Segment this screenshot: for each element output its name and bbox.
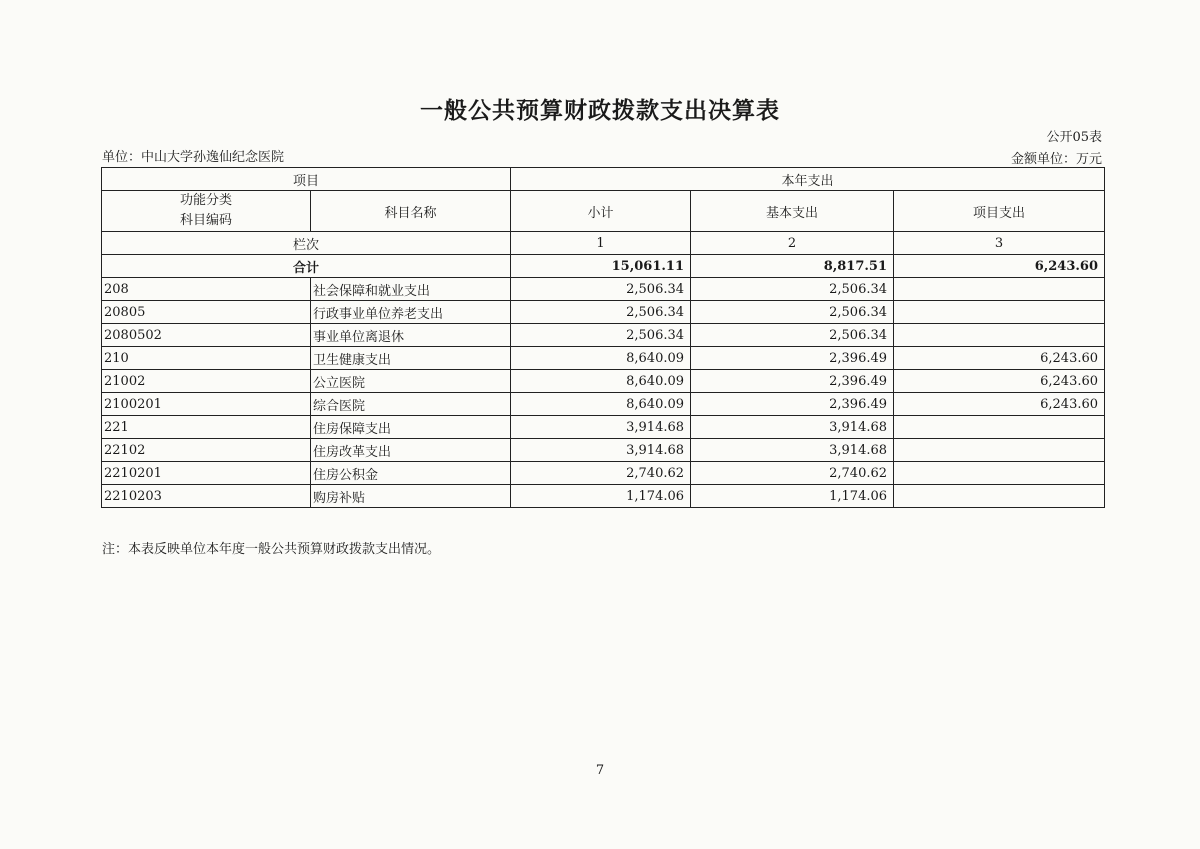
column-index-label: 栏次 bbox=[102, 232, 511, 255]
row-subtotal: 3,914.68 bbox=[511, 439, 691, 462]
footnote: 注：本表反映单位本年度一般公共预算财政拨款支出情况。 bbox=[102, 542, 441, 557]
header-subject-name: 科目名称 bbox=[311, 191, 511, 232]
header-row-top bbox=[102, 168, 1105, 191]
budget-table bbox=[101, 167, 1105, 508]
row-code: 22102 bbox=[102, 439, 311, 462]
row-subtotal: 8,640.09 bbox=[511, 370, 691, 393]
table-row bbox=[102, 462, 1105, 485]
table-row bbox=[102, 485, 1105, 508]
row-code: 21002 bbox=[102, 370, 311, 393]
total-label: 合计 bbox=[102, 255, 511, 278]
row-subtotal: 2,506.34 bbox=[511, 324, 691, 347]
row-basic: 2,396.49 bbox=[691, 393, 894, 416]
header-subject-code-label: 科目编码 bbox=[179, 213, 232, 228]
row-subtotal: 2,506.34 bbox=[511, 278, 691, 301]
header-current-year: 本年支出 bbox=[511, 168, 1105, 191]
column-index-2: 2 bbox=[691, 232, 894, 255]
total-row bbox=[102, 255, 1105, 278]
header-func-class-label: 功能分类 bbox=[179, 193, 232, 208]
row-basic: 2,506.34 bbox=[691, 324, 894, 347]
header-basic: 基本支出 bbox=[691, 191, 894, 232]
row-subtotal: 8,640.09 bbox=[511, 393, 691, 416]
table-row bbox=[102, 324, 1105, 347]
row-basic: 1,174.06 bbox=[691, 485, 894, 508]
table-row bbox=[102, 393, 1105, 416]
row-name: 住房改革支出 bbox=[311, 439, 511, 462]
table-row bbox=[102, 347, 1105, 370]
table-row bbox=[102, 439, 1105, 462]
header-project: 项目 bbox=[102, 168, 511, 191]
row-name: 卫生健康支出 bbox=[311, 347, 511, 370]
row-code: 2210203 bbox=[102, 485, 311, 508]
row-project bbox=[894, 324, 1105, 347]
row-subtotal: 2,506.34 bbox=[511, 301, 691, 324]
amount-unit-label: 金额单位：万元 bbox=[1010, 152, 1102, 167]
column-index-3: 3 bbox=[894, 232, 1105, 255]
row-project bbox=[894, 301, 1105, 324]
row-project bbox=[894, 485, 1105, 508]
row-code: 210 bbox=[102, 347, 311, 370]
row-subtotal: 2,740.62 bbox=[511, 462, 691, 485]
row-subtotal: 3,914.68 bbox=[511, 416, 691, 439]
row-basic: 2,396.49 bbox=[691, 370, 894, 393]
row-subtotal: 1,174.06 bbox=[511, 485, 691, 508]
row-basic: 2,396.49 bbox=[691, 347, 894, 370]
row-code: 208 bbox=[102, 278, 311, 301]
header-subtotal: 小计 bbox=[511, 191, 691, 232]
row-code: 2210201 bbox=[102, 462, 311, 485]
row-subtotal: 8,640.09 bbox=[511, 347, 691, 370]
total-project: 6,243.60 bbox=[894, 255, 1105, 278]
row-name: 事业单位离退休 bbox=[311, 324, 511, 347]
header-func-class bbox=[102, 191, 311, 232]
page-title: 一般公共预算财政拨款支出决算表 bbox=[420, 97, 780, 124]
row-name: 公立医院 bbox=[311, 370, 511, 393]
row-project: 6,243.60 bbox=[894, 393, 1105, 416]
row-project bbox=[894, 439, 1105, 462]
row-name: 购房补贴 bbox=[311, 485, 511, 508]
total-subtotal: 15,061.11 bbox=[511, 255, 691, 278]
column-index-1: 1 bbox=[511, 232, 691, 255]
table-row bbox=[102, 370, 1105, 393]
row-name: 综合医院 bbox=[311, 393, 511, 416]
form-code: 公开05表 bbox=[1046, 130, 1102, 145]
row-basic: 2,506.34 bbox=[691, 278, 894, 301]
row-name: 社会保障和就业支出 bbox=[311, 278, 511, 301]
row-basic: 3,914.68 bbox=[691, 439, 894, 462]
table-row bbox=[102, 416, 1105, 439]
row-name: 住房公积金 bbox=[311, 462, 511, 485]
total-basic: 8,817.51 bbox=[691, 255, 894, 278]
row-code: 20805 bbox=[102, 301, 311, 324]
page-number: 7 bbox=[595, 763, 605, 778]
row-project: 6,243.60 bbox=[894, 347, 1105, 370]
table-row bbox=[102, 301, 1105, 324]
table-row bbox=[102, 278, 1105, 301]
unit-label: 单位：中山大学孙逸仙纪念医院 bbox=[102, 150, 285, 165]
row-project bbox=[894, 416, 1105, 439]
row-basic: 3,914.68 bbox=[691, 416, 894, 439]
row-code: 2080502 bbox=[102, 324, 311, 347]
row-project: 6,243.60 bbox=[894, 370, 1105, 393]
row-project bbox=[894, 278, 1105, 301]
row-code: 2100201 bbox=[102, 393, 311, 416]
row-basic: 2,740.62 bbox=[691, 462, 894, 485]
row-code: 221 bbox=[102, 416, 311, 439]
row-basic: 2,506.34 bbox=[691, 301, 894, 324]
column-index-row bbox=[102, 232, 1105, 255]
header-row-sub bbox=[102, 191, 1105, 232]
row-name: 住房保障支出 bbox=[311, 416, 511, 439]
row-name: 行政事业单位养老支出 bbox=[311, 301, 511, 324]
row-project bbox=[894, 462, 1105, 485]
header-project-exp: 项目支出 bbox=[894, 191, 1105, 232]
